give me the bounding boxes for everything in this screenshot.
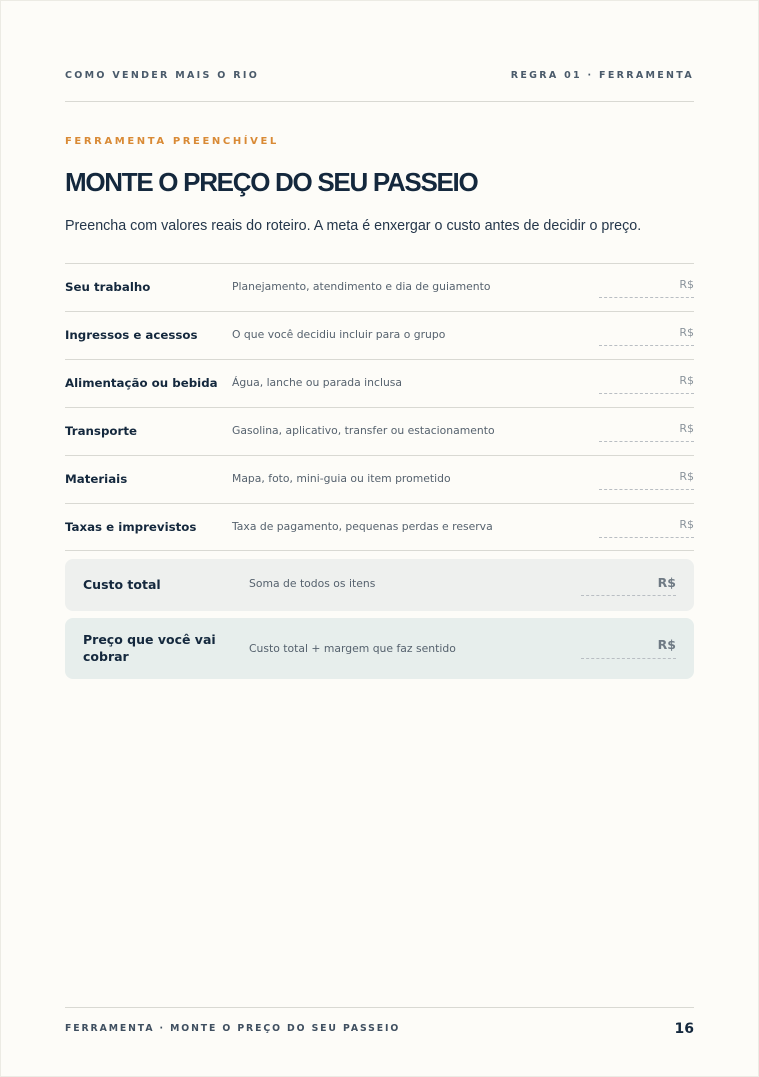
section-kicker: FERRAMENTA PREENCHÍVEL [65,136,279,147]
row-label: Seu trabalho [65,280,151,294]
header-left: COMO VENDER MAIS O RIO [65,70,260,81]
total-description: Soma de todos os itens [249,577,376,590]
price-label: Preço que você vai cobrar [83,632,216,664]
currency-label: R$ [679,278,694,291]
footer-title: FERRAMENTA · MONTE O PREÇO DO SEU PASSEIO [65,1023,401,1034]
header-right: REGRA 01 · FERRAMENTA [510,70,694,81]
cost-row-ingressos [65,311,694,359]
total-input-line[interactable] [581,595,676,596]
currency-label: R$ [679,518,694,531]
page-title: MONTE O PREÇO DO SEU PASSEIO [65,167,478,197]
price-currency: R$ [657,637,676,652]
cost-row-alimentacao [65,359,694,407]
value-input-line[interactable] [599,345,694,346]
total-cost-box [65,559,694,611]
currency-label: R$ [679,470,694,483]
row-label: Alimentação ou bebida [65,376,218,390]
value-input-line[interactable] [599,441,694,442]
total-currency: R$ [657,575,676,590]
intro-text: Preencha com valores reais do roteiro. A meta é enxergar o custo antes de decidir o preço. [65,218,642,234]
cost-row-materiais [65,455,694,503]
currency-label: R$ [679,326,694,339]
row-description: Água, lanche ou parada inclusa [232,376,403,389]
row-label: Ingressos e acessos [65,328,198,342]
row-description: Mapa, foto, mini-guia ou item prometido [232,472,451,485]
page-number: 16 [674,1021,694,1037]
cost-row-transporte [65,407,694,455]
cost-row-seu-trabalho [65,263,694,311]
currency-label: R$ [679,374,694,387]
total-label: Custo total [83,577,161,592]
footer-divider [65,1007,694,1008]
header-divider [65,101,694,102]
value-input-line[interactable] [599,393,694,394]
row-label: Materiais [65,472,128,486]
row-description: O que você decidiu incluir para o grupo [232,328,446,341]
cost-table [65,263,694,551]
value-input-line[interactable] [599,489,694,490]
cost-row-taxas [65,503,694,551]
row-description: Taxa de pagamento, pequenas perdas e reserva [232,520,493,533]
value-input-line[interactable] [599,297,694,298]
row-description: Gasolina, aplicativo, transfer ou estacionamento [232,424,495,437]
row-label: Taxas e imprevistos [65,520,197,534]
row-description: Planejamento, atendimento e dia de guiamento [232,280,491,293]
price-description: Custo total + margem que faz sentido [249,642,456,655]
price-box [65,618,694,679]
running-header [65,70,694,84]
value-input-line[interactable] [599,537,694,538]
row-label: Transporte [65,424,137,438]
currency-label: R$ [679,422,694,435]
price-input-line[interactable] [581,658,676,659]
